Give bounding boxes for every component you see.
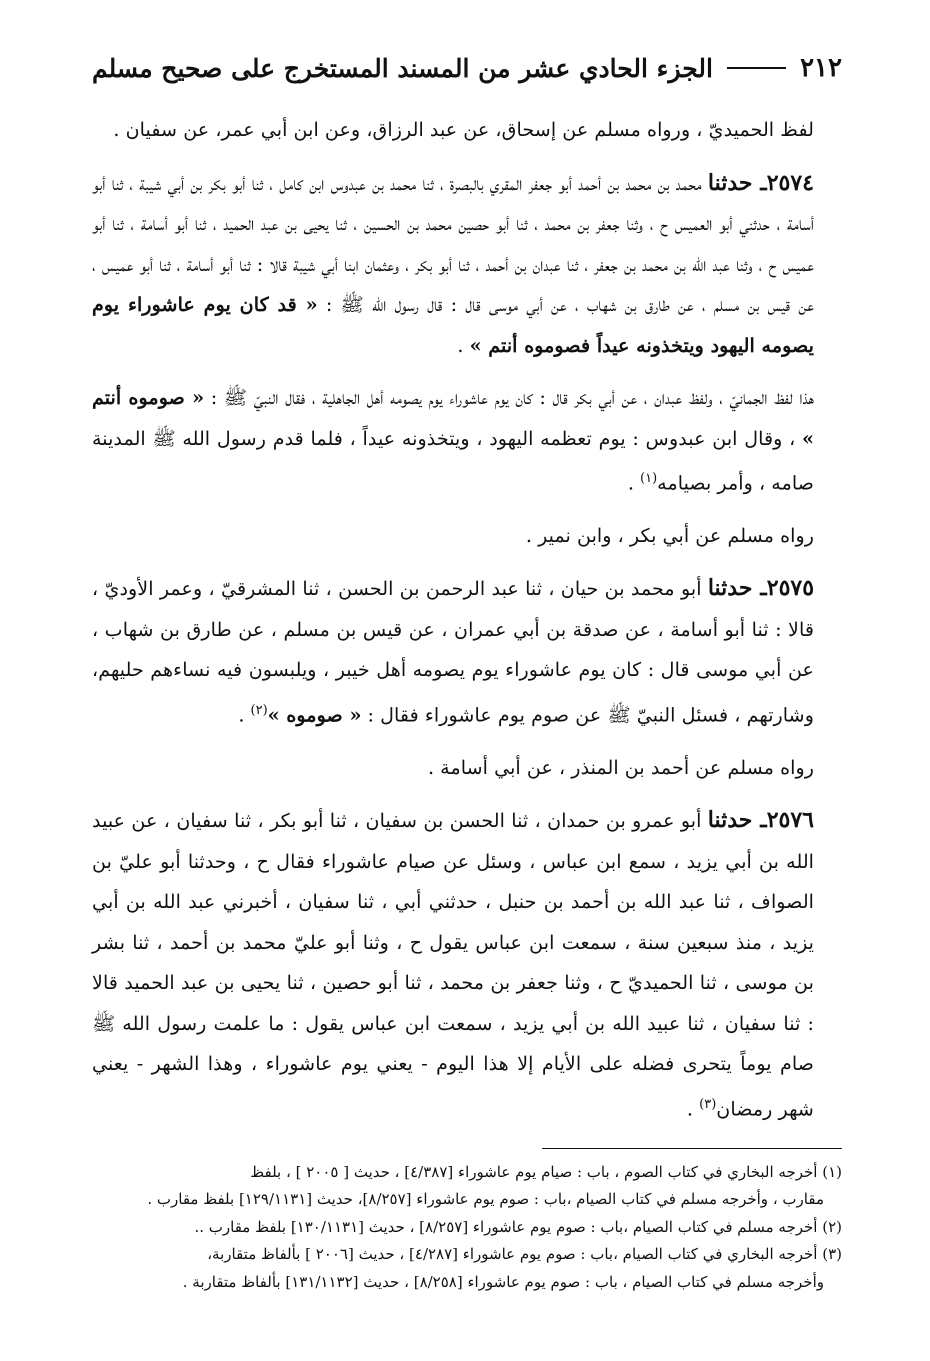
page-header [92,40,842,96]
hadith-number: ٢٥٧٦ [766,807,814,834]
paragraph-commentary [92,378,842,504]
footnotes [92,1159,842,1297]
prophetic-quote: « صوموه » [267,703,362,727]
paragraph-tail: . [686,1097,700,1121]
footnote-ref-1[interactable]: (١) [640,471,658,486]
paragraph-narration [92,516,842,557]
paragraph-text: أبو عمرو بن حمدان ، ثنا الحسن بن سفيان ، ثنا أبو بكر ، ثنا سفيان ، عن عبيد الله بن أبي يزيد ، سمع ابن عباس ، وسئل عن صيام عاشوراء فقال ح ، وحدثنا أبو عليّ بن الصواف ، ثنا عبد الله بن أحمد بن حنبل ، حدثني أبي ، ثنا سفيان ، أخبرني عبد الله بن أبي يزيد ، منذ سبعين سنة ، سمعت ابن عباس يقول ح ، وثنا أبو عليّ محمد بن أحمد ، ثنا بشر بن موسى ، ثنا الحميديّ ح ، وثنا جعفر بن محمد ، ثنا أبو حصين ، ثنا يحيى بن عبد الحميد قالا : ثنا سفيان ، ثنا عبيد الله بن أبي يزيد ، سمعت ابن عباس يقول : ما علمت رسول الله ﷺ صام يوماً يتحرى فضله على الأيام إلا هذا اليوم - يعني يوم عاشوراء ، وهذا الشهر - يعني شهر رمضان [92,809,814,1121]
paragraph-tail: ، وقال ابن عبدوس : يوم تعظمه اليهود ، ويتخذونه عيداً ، فلما قدم رسول الله ﷺ المدينة صامه ، وأمر بصيامه [92,426,814,495]
footnote-2 [92,1214,842,1242]
hadith-heading: ـ حدثنا [707,169,767,196]
header-rule [727,67,786,69]
paragraph-intro [92,110,842,151]
page-number: ٢١٢ [800,53,842,83]
footnote-line: مقارب ، وأخرجه مسلم في كتاب الصيام ،باب : صوم يوم عاشوراء [٨/٢٥٧]، حديث [١٢٩/١١٣١] بلفظ مقارب . [147,1190,824,1209]
hadith-2574 [92,163,842,367]
footnote-1 [92,1159,842,1214]
footnote-line: (٣) أخرجه البخاري في كتاب الصيام ،باب : صوم يوم عاشوراء [٤/٢٨٧] ، حديث [٢٠٠٦ ] بألفاظ متقاربة، [207,1245,842,1264]
hadith-heading: ـ حدثنا [707,575,767,602]
footnote-3 [92,1241,842,1296]
paragraph-text: رواه مسلم عن أبي بكر ، وابن نمير . [525,523,814,547]
prophetic-quote: « قد كان يوم عاشوراء يوم يصومه اليهود ويتخذونه عيداً فصوموه أنتم » [92,293,814,357]
paragraph-narration [92,748,842,789]
main-text [92,110,842,1130]
paragraph-end: . [627,471,641,495]
paragraph-tail: . [457,333,470,357]
footnote-ref-2[interactable]: (٢) [250,702,268,718]
footnote-divider [542,1148,842,1149]
hadith-2575 [92,568,842,735]
footnote-ref-3[interactable]: (٣) [699,1096,717,1112]
prophetic-quote: « صوموه أنتم » [92,386,814,450]
hadith-number: ٢٥٧٥ [766,575,815,602]
paragraph-text: لفظ الحميديّ ، ورواه مسلم عن إسحاق، عن عبد الرزاق، وعن ابن أبي عمر، عن سفيان . [113,118,814,141]
footnote-line: (٢) أخرجه مسلم في كتاب الصيام ،باب : صوم يوم عاشوراء [٨/٢٥٧] ، حديث [١٣٠/١١٣١] بلفظ مقارب .. [194,1217,842,1236]
footnote-line: (١) أخرجه البخاري في كتاب الصوم ، باب : صيام يوم عاشوراء [٤/٣٨٧] ، حديث [ ٢٠٠٥ ] ، بلفظ [250,1162,842,1181]
footnote-line: وأخرجه مسلم في كتاب الصيام ، باب : صوم يوم عاشوراء [٨/٢٥٨] ، حديث [١٣١/١١٣٢] بألفاظ متقاربة . [182,1272,824,1291]
hadith-heading: ـ حدثنا [707,807,767,834]
hadith-number: ٢٥٧٤ [766,169,814,196]
hadith-2576 [92,800,842,1129]
paragraph-text: محمد بن محمد بن أحمد أبو جعفر المقري بالبصرة ، ثنا محمد بن عبدوس ابن كامل ، ثنا أبو بكر بن أبي شيبة ، ثنا أبو أسامة ، حدثني أبو العميس ح ، وثنا جعفر بن محمد ، ثنا أبو حصين محمد بن الحسين ، ثنا يحيى بن عبد الحميد ، ثنا أبو أسامة ، ثنا أبو عميس ح ، وثنا عبد الله بن محمد بن جعفر ، ثنا عبدان بن أحمد ، ثنا أبو بكر ، وعثمان ابنا أبي شيبة قالا : ثنا أبو أسامة ، ثنا أبو عميس ، عن قيس بن مسلم ، عن طارق بن شهاب ، عن أبي موسى قال : قال رسول الله ﷺ : [92,171,814,316]
paragraph-text: رواه مسلم عن أحمد بن المنذر ، عن أبي أسامة . [427,755,814,779]
paragraph-text: أبو محمد بن حيان ، ثنا عبد الرحمن بن الحسن ، ثنا المشرقيّ ، وعمر الأوديّ ، قالا : ثنا أبو أسامة ، عن صدقة بن أبي عمران ، عن قيس بن مسلم ، عن طارق بن شهاب ، عن أبي موسى قال : كان يوم عاشوراء يوم يصومه أهل خيبر ، ويلبسون فيه نساءهم حليهم، وشارتهم ، فسئل النبيّ ﷺ عن صوم يوم عاشوراء فقال : [92,577,814,727]
paragraph-tail: . [238,703,251,727]
running-title: الجزء الحادي عشر من المسند المستخرج على صحيح مسلم [92,53,713,83]
paragraph-text: هذا لفظ الجمانيّ ، ولفظ عبدان ، عن أبي بكر قال : كان يوم عاشوراء يوم يصومه أهل الجاهلية ، فقال النبيّ ﷺ : [204,386,814,409]
